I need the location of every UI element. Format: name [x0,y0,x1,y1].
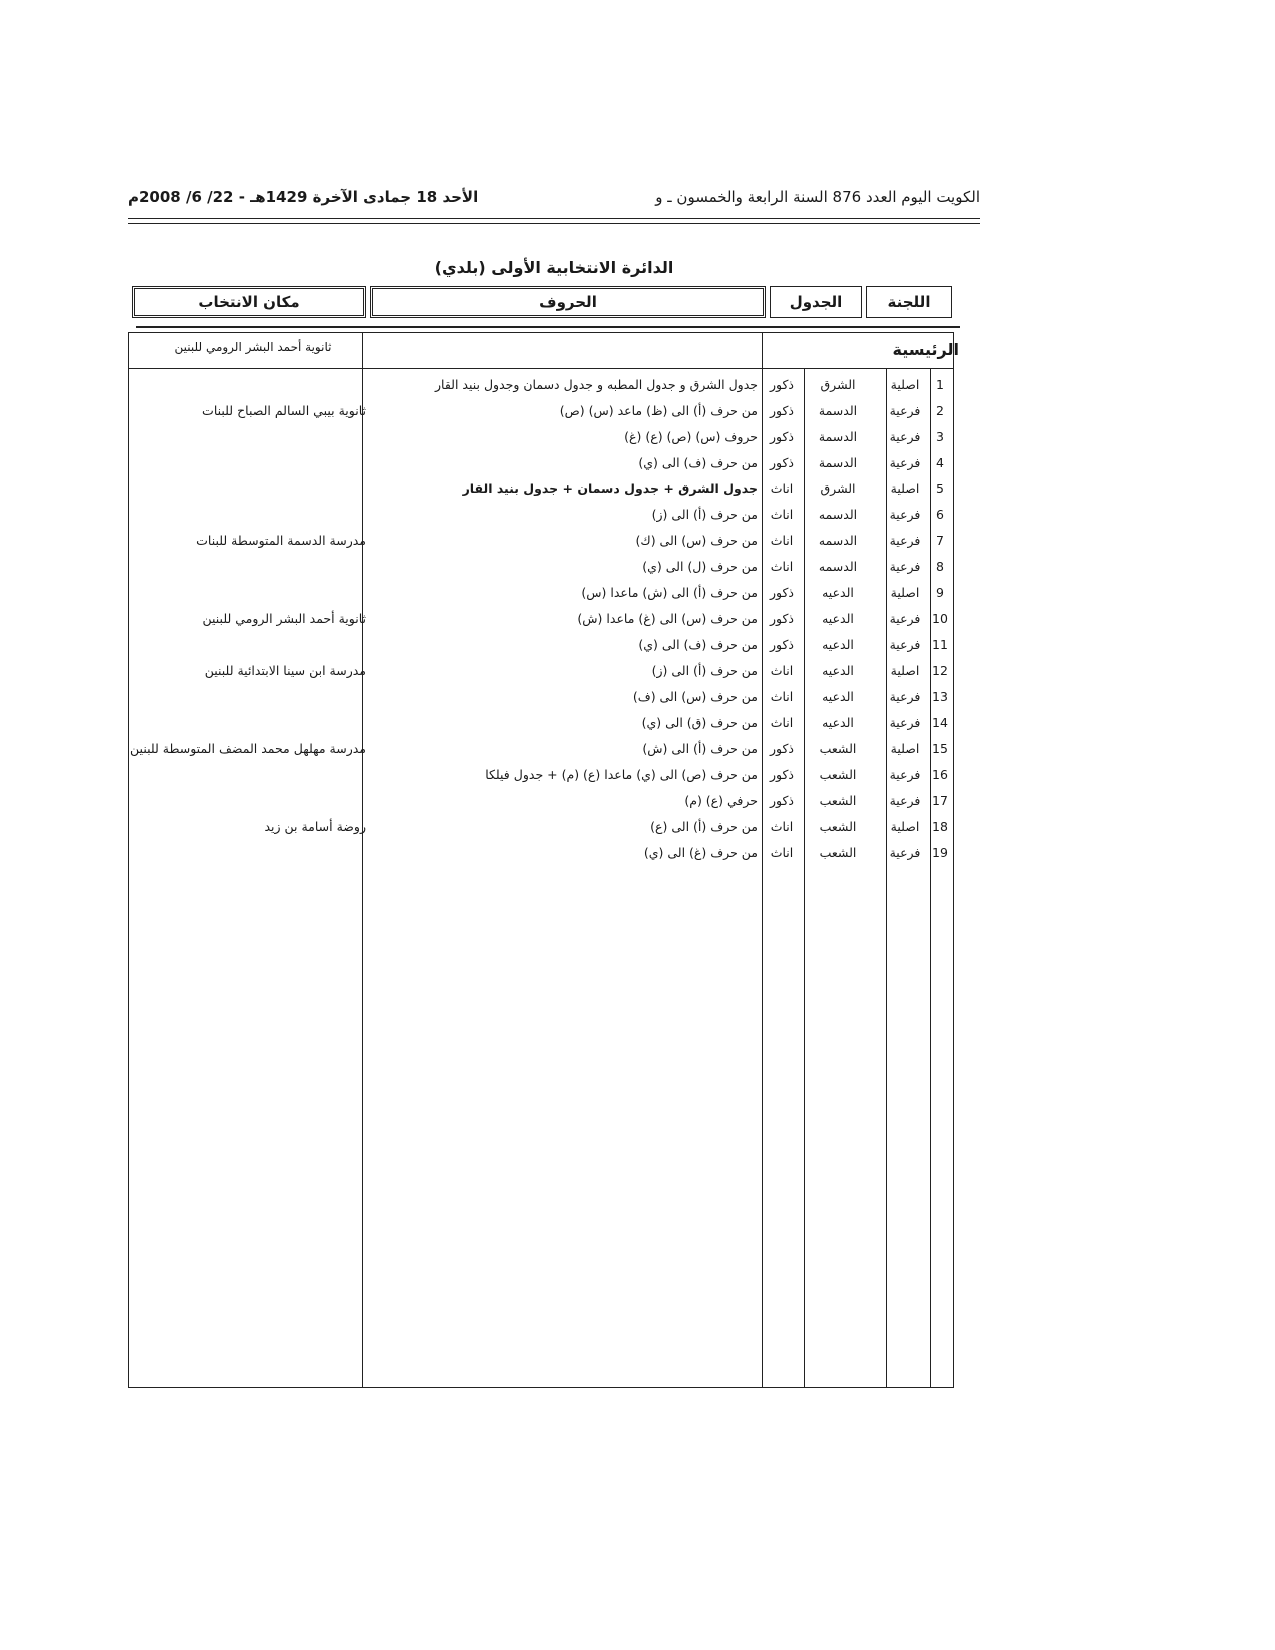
committee-type: اصلية [890,585,920,600]
gender: ذكور [769,741,794,756]
table-name: الدعيه [822,663,854,678]
committee-type: اصلية [890,819,920,834]
committee-type: اصلية [890,741,920,756]
table-row [128,450,954,476]
page-header [128,188,980,216]
main-section-place: ثانوية أحمد البشر الرومي للبنين [174,340,332,354]
polling-place: مدرسة مهلهل محمد المضف المتوسطة للبنين [130,741,366,756]
table-name: الشعب [819,845,857,860]
table-name: الدعيه [822,585,854,600]
letters-range: من حرف (أ) الى (ز) [651,507,758,522]
committee-type: فرعية [889,403,921,418]
table-row [128,840,954,866]
header-rule [128,218,980,219]
table-name: الدسمه [818,507,858,522]
gender: ذكور [769,767,794,782]
header-date: الأحد 18 جمادى الآخرة 1429هـ - 22/ 6/ 2008م [128,188,479,206]
main-section-label: الرئيسية [892,340,959,359]
table-name: الدسمة [818,429,858,444]
committee-type: فرعية [889,455,921,470]
row-number: 4 [936,455,944,470]
gender: اناث [770,507,794,522]
table-name: الدعيه [822,689,854,704]
letters-range: من حرف (س) الى (غ) ماعدا (ش) [577,611,758,626]
letters-range: من حرف (أ) الى (ز) [651,663,758,678]
table-row [128,372,954,398]
column-header-committee: اللجنة [866,286,952,318]
gender: اناث [770,663,794,678]
polling-place: مدرسة الدسمة المتوسطة للبنات [196,533,366,548]
committee-type: فرعية [889,767,921,782]
table-row [128,762,954,788]
row-number: 15 [932,741,948,756]
committee-type: فرعية [889,793,921,808]
header-publication: الكويت اليوم العدد 876 السنة الرابعة والخمسون ـ و [655,188,980,206]
letters-range: جدول الشرق و جدول المطبه و جدول دسمان وجدول بنيد القار [434,377,758,392]
gender: اناث [770,715,794,730]
row-number: 9 [936,585,944,600]
committee-type: فرعية [889,533,921,548]
committee-type: فرعية [889,429,921,444]
row-number: 12 [932,663,948,678]
committee-type: فرعية [889,689,921,704]
row-number: 7 [936,533,944,548]
gender: ذكور [769,403,794,418]
polling-place: ثانوية بيبي السالم الصباح للبنات [202,403,366,418]
table-name: الدسمة [818,455,858,470]
table-row [128,528,954,554]
committee-type: اصلية [890,663,920,678]
table-name: الشرق [820,481,856,496]
gender: ذكور [769,585,794,600]
table-row [128,580,954,606]
document-title: الدائرة الانتخابية الأولى (بلدي) [434,258,674,277]
table-row [128,424,954,450]
gender: اناث [770,533,794,548]
table-name: الدعيه [822,715,854,730]
committee-type: فرعية [889,637,921,652]
gender: اناث [770,481,794,496]
column-header-place: مكان الانتخاب [132,286,366,318]
gender: ذكور [769,455,794,470]
row-number: 16 [932,767,948,782]
table-row [128,684,954,710]
committee-type: فرعية [889,845,921,860]
letters-range: حرفي (ع) (م) [684,793,758,808]
letters-range: من حرف (ف) الى (ي) [638,637,758,652]
row-number: 14 [932,715,948,730]
committee-type: فرعية [889,507,921,522]
column-header-letters: الحروف [370,286,766,318]
committee-type: اصلية [890,377,920,392]
row-number: 1 [936,377,944,392]
gender: ذكور [769,793,794,808]
row-number: 5 [936,481,944,496]
table-row [128,658,954,684]
column-header-table: الجدول [770,286,862,318]
letters-range: من حرف (س) الى (ك) [635,533,758,548]
row-number: 18 [932,819,948,834]
row-number: 11 [932,637,948,652]
row-number: 8 [936,559,944,574]
letters-range: من حرف (ف) الى (ي) [638,455,758,470]
letters-range: من حرف (ص) الى (ي) ماعدا (ع) (م) + جدول فيلكا [485,767,758,782]
table-row [128,502,954,528]
header-rule-2 [128,223,980,224]
letters-range: من حرف (س) الى (ف) [632,689,758,704]
table-name: الدسمة [818,403,858,418]
letters-range: حروف (س) (ص) (ع) (غ) [624,429,758,444]
letters-range: من حرف (أ) الى (ع) [650,819,758,834]
letters-range: من حرف (ل) الى (ي) [642,559,758,574]
table-row [128,710,954,736]
polling-place: ثانوية أحمد البشر الرومي للبنين [202,611,366,626]
section-divider [128,368,954,369]
committee-type: فرعية [889,559,921,574]
table-name: الدسمه [818,559,858,574]
row-number: 10 [932,611,948,626]
committee-type: اصلية [890,481,920,496]
table-row [128,554,954,580]
letters-range: من حرف (ق) الى (ي) [641,715,758,730]
gender: ذكور [769,611,794,626]
letters-range: من حرف (أ) الى (ش) [642,741,758,756]
row-number: 2 [936,403,944,418]
table-row [128,606,954,632]
letters-range: من حرف (أ) الى (ظ) ماعد (س) (ص) [559,403,758,418]
table-name: الشعب [819,819,857,834]
table-name: الشعب [819,793,857,808]
gender: ذكور [769,429,794,444]
gender: ذكور [769,377,794,392]
table-row [128,398,954,424]
table-row [128,476,954,502]
gender: اناث [770,819,794,834]
row-number: 3 [936,429,944,444]
table-name: الشرق [820,377,856,392]
row-number: 6 [936,507,944,522]
row-number: 19 [932,845,948,860]
gender: اناث [770,845,794,860]
table-name: الدعيه [822,611,854,626]
letters-range: من حرف (غ) الى (ي) [643,845,758,860]
committee-type: فرعية [889,715,921,730]
row-number: 13 [932,689,948,704]
letters-range: من حرف (أ) الى (ش) ماعدا (س) [581,585,758,600]
table-name: الشعب [819,741,857,756]
letters-range: جدول الشرق + جدول دسمان + جدول بنيد القار [462,481,758,496]
gender: اناث [770,689,794,704]
table-row [128,788,954,814]
table-top-rule [136,326,960,328]
table-name: الدعيه [822,637,854,652]
committee-type: فرعية [889,611,921,626]
table-row [128,736,954,762]
polling-place: مدرسة ابن سينا الابتدائية للبنين [204,663,366,678]
gender: اناث [770,559,794,574]
table-name: الشعب [819,767,857,782]
table-row [128,814,954,840]
polling-place: روضة أسامة بن زيد [264,819,366,834]
row-number: 17 [932,793,948,808]
gender: ذكور [769,637,794,652]
table-row [128,632,954,658]
table-name: الدسمه [818,533,858,548]
